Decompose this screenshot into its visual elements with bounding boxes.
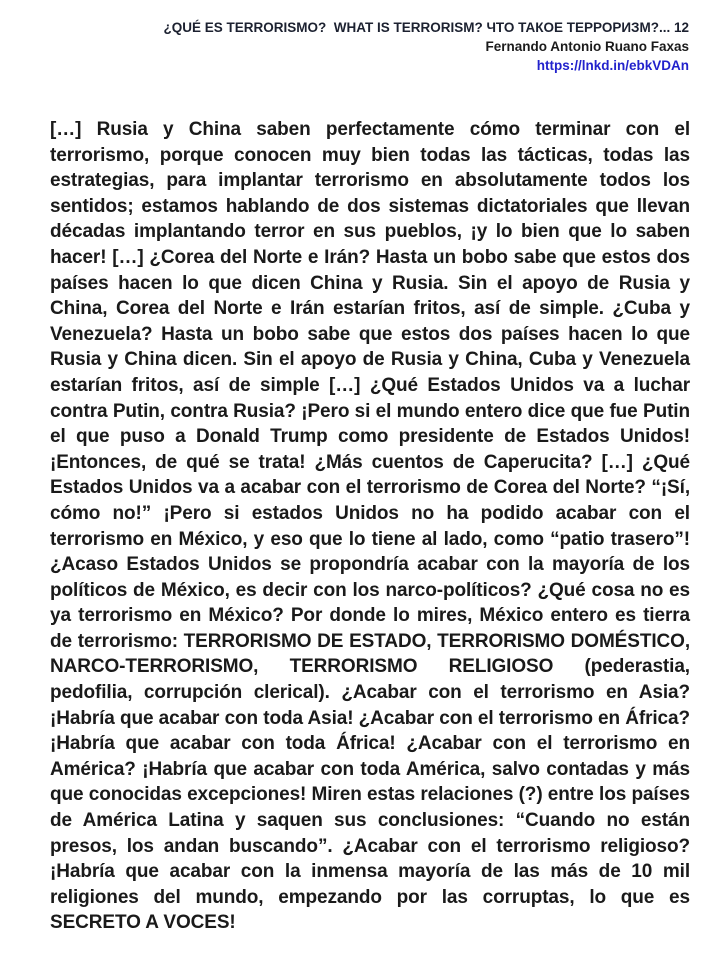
article-link[interactable]: https://lnkd.in/ebkVDAn [536,58,689,73]
document-title: ¿QUÉ ES TERRORISMO? WHAT IS TERRORISM? ЧТО ТАКОЕ ТЕРРОРИЗМ?... 12 [163,20,689,35]
author-byline: Fernando Antonio Ruano Faxas [485,39,689,54]
body-paragraph: […] Rusia y China saben perfectamente cómo terminar con el terrorismo, porque conocen muy bien todas las tácticas, todas las estrategias, para implantar terrorismo en absolutamente todos los sentidos; estamos hablando de dos sistemas dictatoriales que llevan décadas implantando terror en sus pueblos, ¡y lo bien que lo saben hacer! […] ¿Corea del Norte e Irán? Hasta un bobo sabe que estos dos países hacen lo que dicen China y Rusia. Sin el apoyo de Rusia y China, Corea del Norte e Irán estarían fritos, así de simple. ¿Cuba y Venezuela? Hasta un bobo sabe que estos dos países hacen lo que Rusia y China dicen. Sin el apoyo de Rusia y China, Cuba y Venezuela estarían fritos, así de simple […] ¿Qué Estados Unidos va a luchar contra Putin, contra Rusia? ¡Pero si el mundo entero dice que fue Putin el que puso a Donald Trump como presidente de Estados Unidos! ¡Entonces, de qué se trata! ¿Más cuentos de Caperucita? […] ¿Qué Estados Unidos va a acabar con el terrorismo de Corea del Norte? “¡Sí, cómo no!” ¡Pero si estados Unidos no ha podido acabar con el terrorismo en México, y eso que lo tiene al lado, como “patio trasero”! ¿Acaso Estados Unidos se propondría acabar con la mayoría de los políticos de México, es decir con los narco-políticos? ¿Qué cosa no es ya terrorismo en México? Por donde lo mires, México entero es tierra de terrorismo: TERRORISMO DE ESTADO, TERRORISMO DOMÉSTICO, NARCO-TERRORISMO, TERRORISMO RELIGIOSO (pederastia, pedofilia, corrupción clerical). ¿Acabar con el terrorismo en Asia? ¡Habría que acabar con toda Asia! ¿Acabar con el terrorismo en África? ¡Habría que acabar con toda África! ¿Acabar con el terrorismo en América? ¡Habría que acabar con toda América, salvo contadas y más que conocidas excepciones! Miren estas relaciones (?) entre los países de América Latina y saquen sus conclusiones: “Cuando no están presos, los andan buscando”. ¿Acabar con el terrorismo religioso? ¡Habría que acabar con la inmensa mayoría de las más de 10 mil religiones del mundo, empezando por las corruptas, lo que es SECRETO A VOCES! [50,119,690,934]
document-header [30,18,689,75]
